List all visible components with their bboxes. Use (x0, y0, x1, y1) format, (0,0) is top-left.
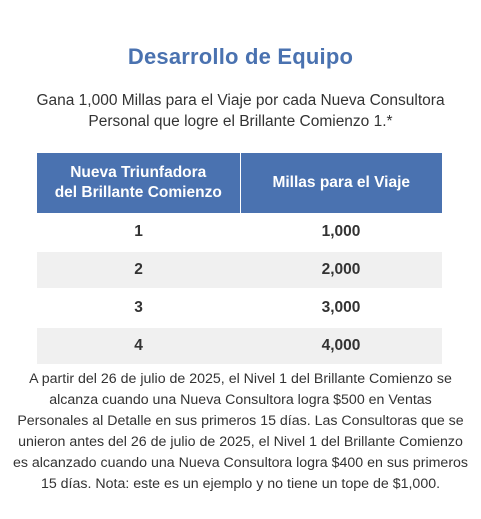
header-miles: Millas para el Viaje (272, 174, 411, 191)
cell-achievers: 4 (134, 337, 143, 354)
table-row (37, 252, 442, 288)
cell-miles: 2,000 (321, 261, 361, 278)
header-achievers (37, 153, 241, 213)
miles-table (37, 153, 442, 364)
intro-text: Gana 1,000 Millas para el Viaje por cada Nueva Consultora Personal que logre el Brillante Comienzo 1.* (36, 92, 445, 130)
cell-achievers: 3 (134, 299, 143, 316)
cell-miles: 4,000 (321, 337, 361, 354)
table-header (37, 153, 442, 213)
cell-achievers: 2 (134, 261, 143, 278)
footnote-text: A partir del 26 de julio de 2025, el Nivel 1 del Brillante Comienzo se alcanza cuando una Nueva Consultora logra $500 en Ventas Personales al Detalle en sus primeros 15 días. Las Consultoras que se unieron antes del 26 de julio de 2025, el Nivel 1 del Brillante Comienzo es alcanzado cuando una Nueva Consultora logra $400 en sus primeros 15 días. Nota: este es un ejemplo y no tiene un tope de $1,000. (12, 371, 469, 492)
cell-miles: 3,000 (321, 299, 361, 316)
table-row (37, 290, 442, 326)
table-row (37, 328, 442, 364)
table-row (37, 213, 442, 250)
cell-achievers: 1 (134, 222, 143, 240)
header-achievers-line1: Nueva Triunfadora (70, 164, 207, 181)
cell-miles: 1,000 (321, 222, 361, 240)
header-achievers-line2: del Brillante Comienzo (54, 184, 222, 201)
page-title: Desarrollo de Equipo (127, 44, 354, 69)
